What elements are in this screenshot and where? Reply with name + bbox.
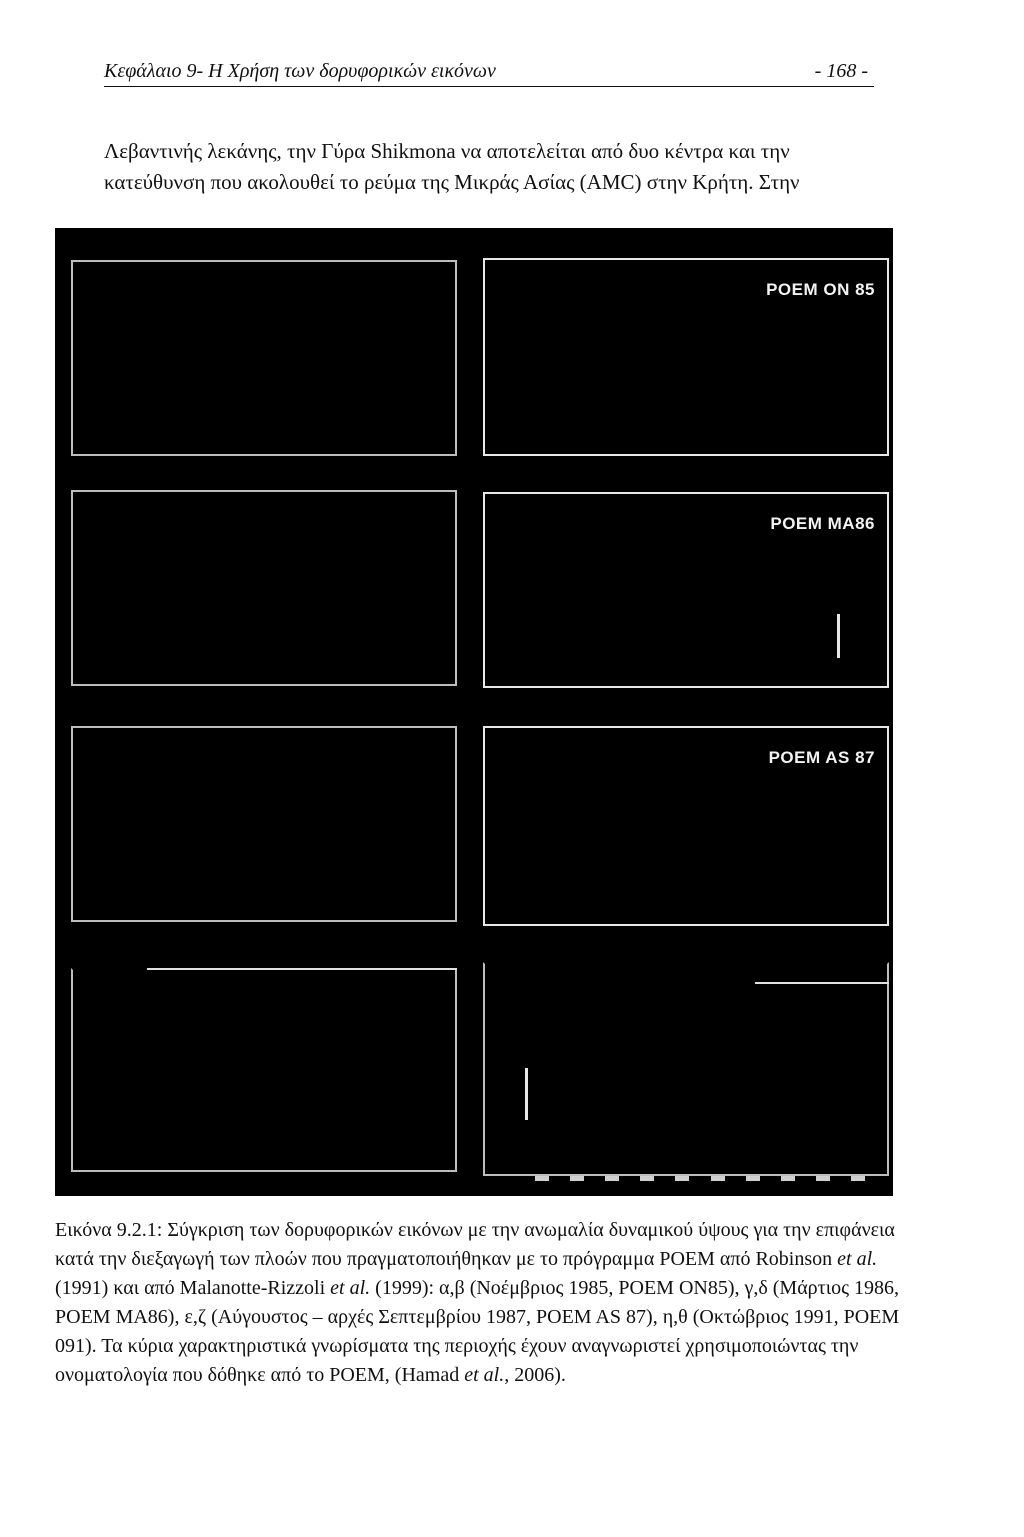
figure-caption xyxy=(55,1216,901,1390)
panel-a xyxy=(71,260,457,456)
intro-paragraph: Λεβαντινής λεκάνης, την Γύρα Shikmona να αποτελείται από δυο κέντρα και την κατεύθυνση που ακολουθεί το ρεύμα της Μικράς Ασίας (AMC) στην Κρήτη. Στην xyxy=(104,139,800,194)
panel-h xyxy=(483,962,889,1176)
axis-mark xyxy=(605,1176,619,1181)
panel-b xyxy=(483,258,889,456)
caption-text-3: (1999): α,β (Νοέμβριος 1985, POEM ON85), γ,δ (Μάρτιος 1986, POEM MA86), ε,ζ (Αύγουστος – αρχές Σεπτεμβρίου 1987, POEM AS 87), η,θ (Οκτώβριος 1991, POEM 091). Τα κύρια χαρακτηριστικά γνωρίσματα της περιοχής έχουν αναγνωριστεί χρησιμοποιώντας την ονοματολογία που δόθηκε από το POEM, (Hamad xyxy=(55,1277,900,1386)
panel-label-as87: POEM AS 87 xyxy=(768,748,875,767)
page-number: - 168 - xyxy=(814,60,868,82)
panel-g-top-edge xyxy=(147,968,457,970)
running-header xyxy=(104,56,874,87)
panel-g xyxy=(71,968,457,1172)
panel-h-tick xyxy=(525,1068,528,1120)
panel-h-top-edge xyxy=(755,982,889,984)
caption-etal-1: et al. xyxy=(837,1248,878,1270)
panel-label-ma86: POEM MA86 xyxy=(770,514,875,533)
panel-e xyxy=(71,726,457,922)
axis-mark xyxy=(781,1176,795,1181)
axis-marks xyxy=(535,1176,865,1186)
panel-f xyxy=(483,726,889,926)
caption-etal-2: et al. xyxy=(330,1277,371,1299)
chapter-title: Κεφάλαιο 9- Η Χρήση των δορυφορικών εικόνων xyxy=(104,60,496,82)
caption-etal-3: et al. xyxy=(464,1364,505,1386)
panel-label-on85: POEM ON 85 xyxy=(766,280,875,299)
satellite-figure xyxy=(55,228,893,1196)
axis-mark xyxy=(570,1176,584,1181)
panel-d-tick xyxy=(837,614,840,658)
axis-mark xyxy=(711,1176,725,1181)
axis-mark xyxy=(535,1176,549,1181)
axis-mark xyxy=(816,1176,830,1181)
caption-text-2: (1991) και από Malanotte-Rizzoli xyxy=(55,1277,331,1299)
axis-mark xyxy=(851,1176,865,1181)
panel-c xyxy=(71,490,457,686)
axis-mark xyxy=(640,1176,654,1181)
panel-d xyxy=(483,492,889,688)
axis-mark xyxy=(746,1176,760,1181)
axis-mark xyxy=(675,1176,689,1181)
caption-text-1: Εικόνα 9.2.1: Σύγκριση των δορυφορικών εικόνων με την ανωμαλία δυναμικού ύψους για την επιφάνεια κατά την διεξαγωγή των πλοών που πραγματοποιήθηκαν με το πρόγραμμα POEM από Robinson xyxy=(55,1219,895,1270)
caption-text-4: , 2006). xyxy=(504,1364,566,1386)
